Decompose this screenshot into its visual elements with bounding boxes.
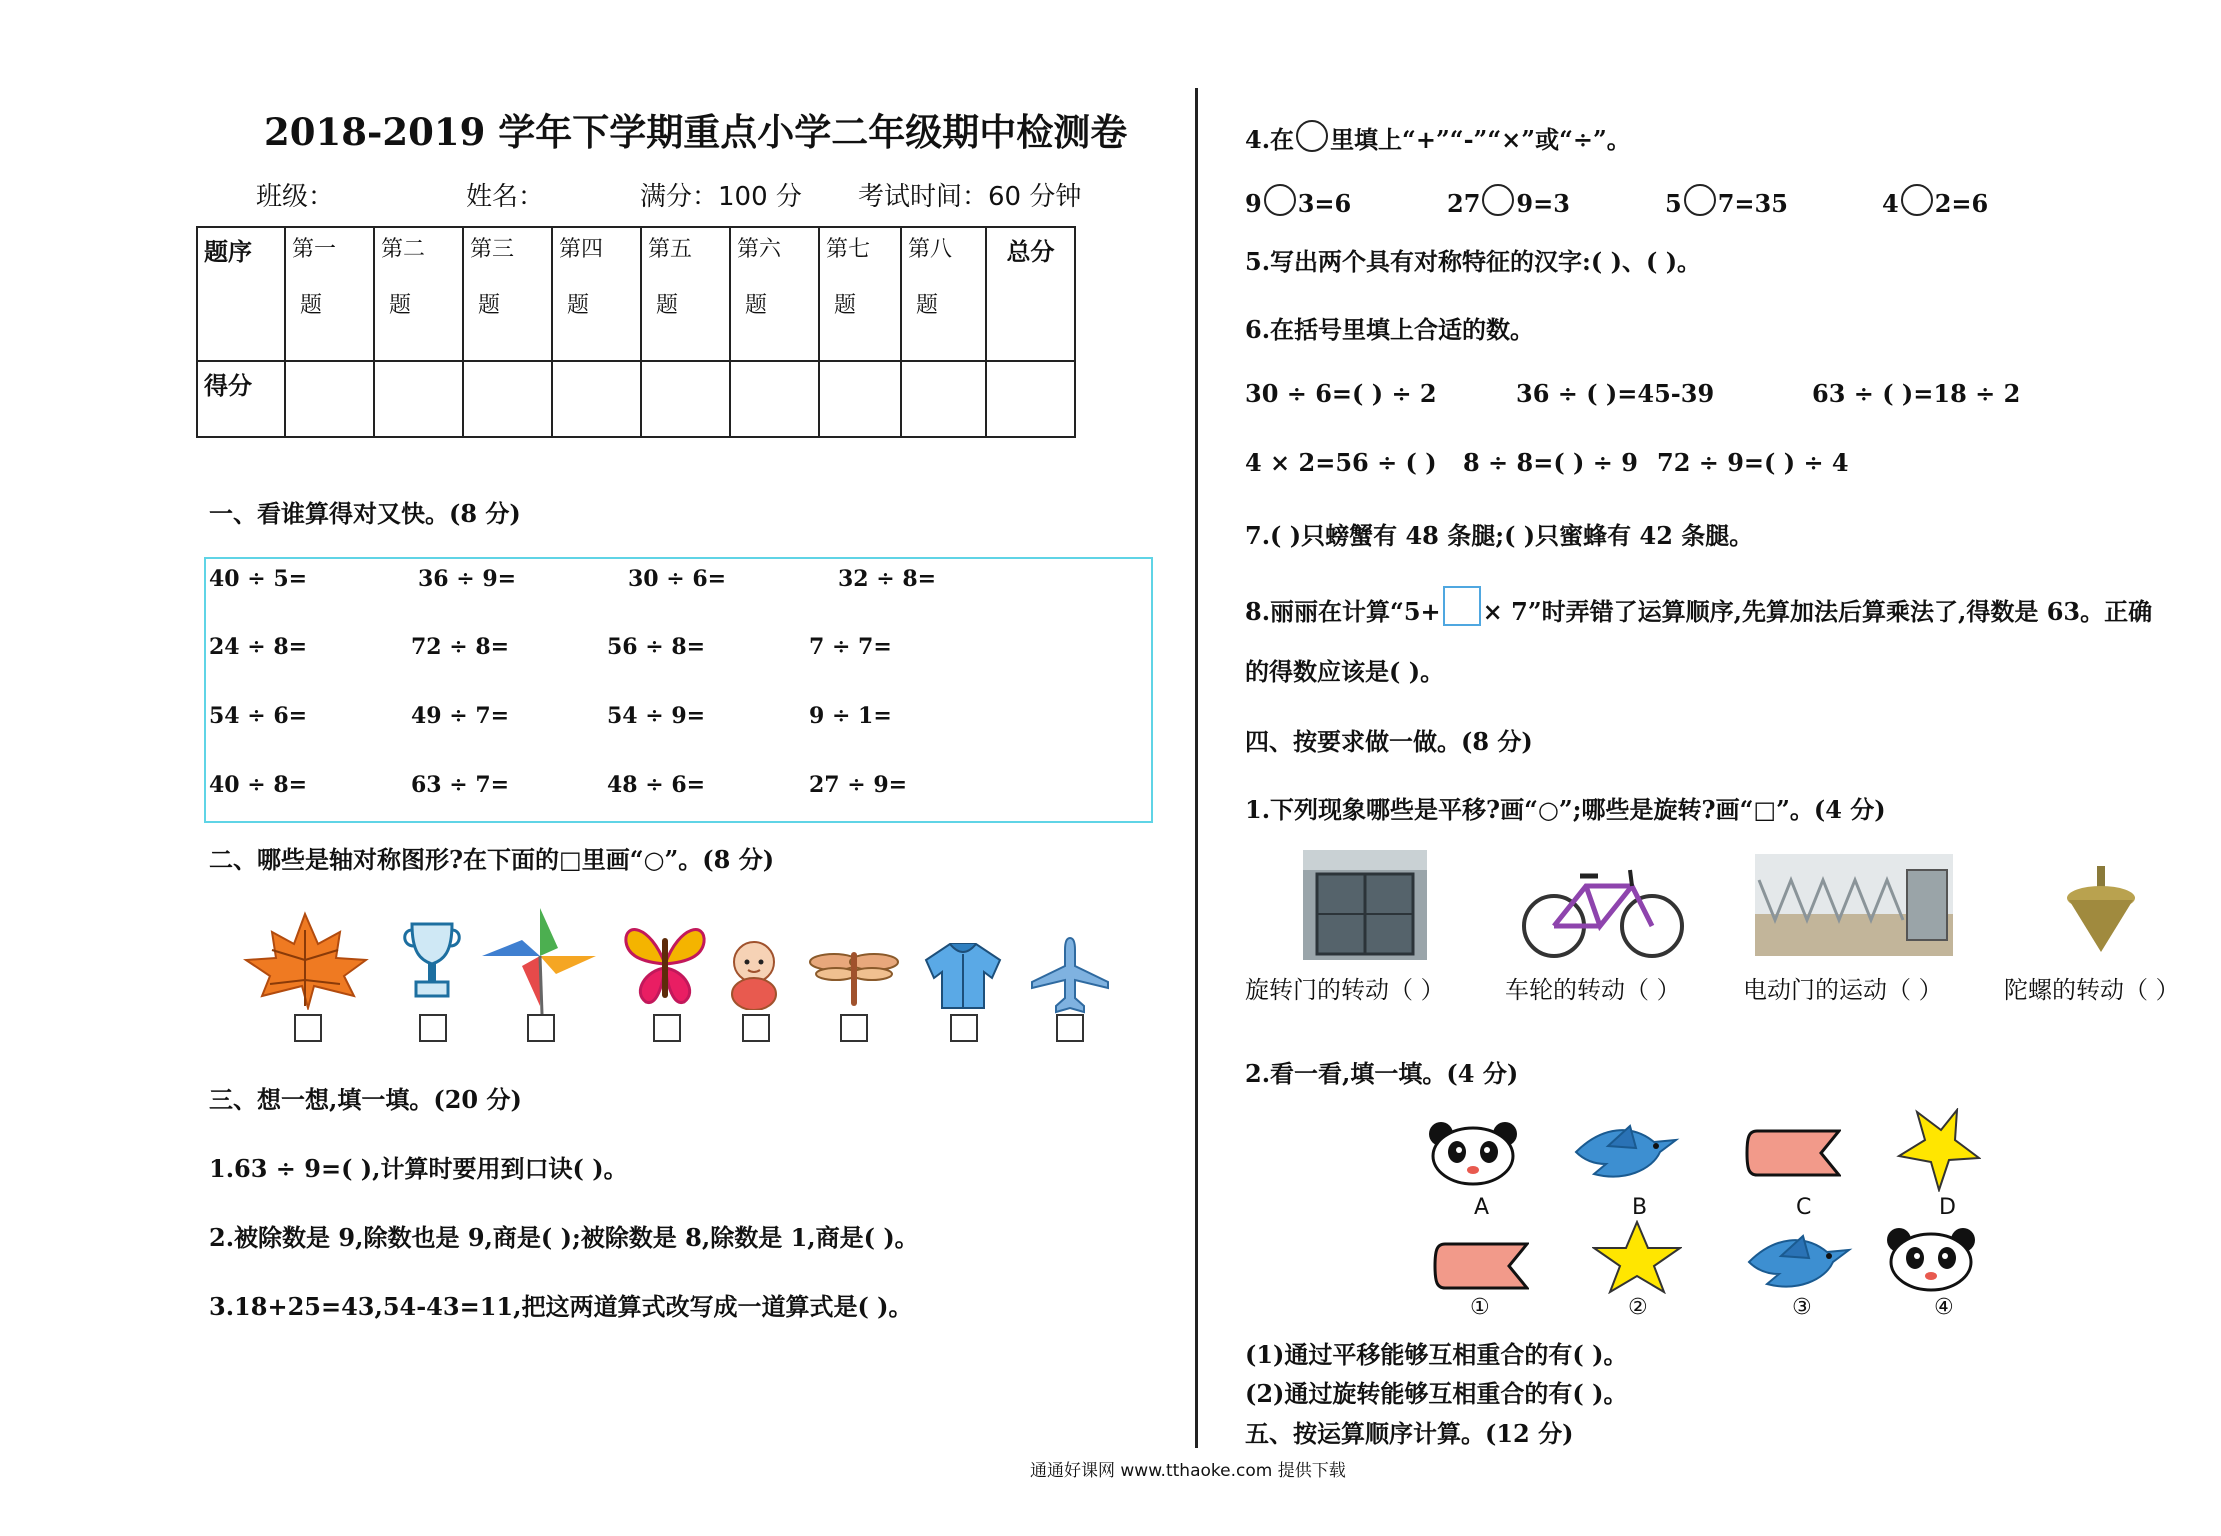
arith-item: 72 ÷ 8=: [411, 634, 510, 660]
shape-label-d: D: [1939, 1195, 1956, 1220]
q4-item: 5 7=35: [1665, 184, 1788, 218]
shape-label-b: B: [1632, 1195, 1648, 1220]
section3-q3: 3.18+25=43,54-43=11,把这两道算式改写成一道算式是( )。: [209, 1292, 913, 1321]
arith-item: 24 ÷ 8=: [209, 634, 308, 660]
q4-item: 4 2=6: [1882, 184, 1988, 218]
table-col-3: 第三 题: [463, 227, 552, 361]
q8-line2: 的得数应该是( )。: [1245, 657, 1445, 686]
score-cell[interactable]: [730, 361, 819, 437]
answer-checkbox[interactable]: [527, 1014, 555, 1042]
table-row-score-label: 得分: [197, 361, 285, 437]
table-col-5: 第五 题: [641, 227, 730, 361]
section3-q2: 2.被除数是 9,除数也是 9,商是( );被除数是 8,除数是 1,商是( )。: [209, 1223, 919, 1252]
coat-icon: [920, 938, 1006, 1012]
q6-item: 72 ÷ 9=( ) ÷ 4: [1657, 448, 1849, 477]
shape-c-icon: [1433, 1240, 1529, 1292]
table-header-order: 题序: [197, 227, 285, 361]
table-col-6: 第六 题: [730, 227, 819, 361]
exam-time-label: 考试时间：60 分钟: [858, 182, 1082, 212]
panda-icon: [1427, 1120, 1519, 1186]
score-cell[interactable]: [641, 361, 730, 437]
section2-title: 二、哪些是轴对称图形?在下面的□里画“○”。(8 分): [209, 845, 775, 874]
answer-checkbox[interactable]: [950, 1014, 978, 1042]
airplane-icon: [1030, 936, 1110, 1016]
q4-item: 27 9=3: [1447, 184, 1570, 218]
arith-item: 7 ÷ 7=: [809, 634, 892, 660]
q6: 6.在括号里填上合适的数。: [1245, 315, 1535, 344]
circle-blank-icon: [1296, 120, 1328, 152]
arith-item: 32 ÷ 8=: [838, 566, 937, 592]
electric-gate-caption: 电动门的运动（ ）: [1743, 976, 1943, 1004]
score-cell[interactable]: [986, 361, 1075, 437]
arith-item: 48 ÷ 6=: [607, 772, 706, 798]
panda-icon: [1885, 1226, 1977, 1292]
arith-item: 40 ÷ 5=: [209, 566, 308, 592]
score-cell[interactable]: [552, 361, 641, 437]
q6-item: 63 ÷ ( )=18 ÷ 2: [1812, 379, 2021, 408]
name-label: 姓名：: [466, 182, 545, 212]
section4-q1: 1.下列现象哪些是平移?画“○”;哪些是旋转?画“□”。(4 分): [1245, 795, 1886, 824]
q6-item: 36 ÷ ( )=45-39: [1516, 379, 1715, 408]
section4-title: 四、按要求做一做。(8 分): [1245, 727, 1533, 756]
column-divider: [1195, 88, 1198, 1448]
electric-gate-image: [1755, 854, 1953, 956]
q8-blank[interactable]: [1443, 586, 1481, 626]
arith-item: 54 ÷ 6=: [209, 703, 308, 729]
page-title: 2018-2019 学年下学期重点小学二年级期中检测卷: [264, 110, 1128, 154]
arith-item: 56 ÷ 8=: [607, 634, 706, 660]
shape-label-4: ④: [1934, 1295, 1954, 1320]
top-caption: 陀螺的转动（ ）: [2004, 976, 2180, 1004]
answer-checkbox[interactable]: [653, 1014, 681, 1042]
table-col-8: 第八 题: [901, 227, 986, 361]
shape-label-c: C: [1796, 1195, 1812, 1220]
shape-label-3: ③: [1792, 1295, 1812, 1320]
dragonfly-icon: [808, 946, 900, 1008]
star-icon: [1592, 1220, 1682, 1294]
footer-credit: 通通好课网 www.tthaoke.com 提供下载: [1030, 1461, 1346, 1481]
baby-icon: [724, 938, 784, 1010]
arith-item: 9 ÷ 1=: [809, 703, 892, 729]
arith-item: 40 ÷ 8=: [209, 772, 308, 798]
class-label: 班级：: [256, 182, 335, 212]
table-col-7: 第七 题: [819, 227, 901, 361]
operator-blank[interactable]: [1684, 184, 1716, 216]
q8-line1: 8.丽丽在计算“5+ × 7”时弄错了运算顺序,先算加法后算乘法了,得数是 63。正确: [1245, 586, 2152, 627]
maple-leaf-icon: [240, 910, 370, 1010]
trophy-icon: [402, 918, 462, 1008]
arith-item: 54 ÷ 9=: [607, 703, 706, 729]
fill-question-1: (1)通过平移能够互相重合的有( )。: [1245, 1340, 1628, 1369]
score-cell[interactable]: [463, 361, 552, 437]
table-col-4: 第四 题: [552, 227, 641, 361]
q5: 5.写出两个具有对称特征的汉字:( )、( )。: [1245, 247, 1702, 276]
answer-checkbox[interactable]: [1056, 1014, 1084, 1042]
answer-checkbox[interactable]: [840, 1014, 868, 1042]
section3-title: 三、想一想,填一填。(20 分): [209, 1085, 522, 1114]
wheel-caption: 车轮的转动（ ）: [1505, 976, 1681, 1004]
q4-item: 9 3=6: [1245, 184, 1351, 218]
spinning-top-image: [2063, 864, 2139, 960]
bird-icon: [1745, 1234, 1853, 1296]
table-col-2: 第二 题: [374, 227, 463, 361]
q6-item: 4 × 2=56 ÷ ( ): [1245, 448, 1437, 477]
shape-c-icon: [1745, 1127, 1841, 1179]
score-table: [196, 226, 1076, 438]
section4-q2: 2.看一看,填一填。(4 分): [1245, 1059, 1519, 1088]
shape-label-a: A: [1474, 1195, 1490, 1220]
table-col-1: 第一 题: [285, 227, 374, 361]
fill-question-2: (2)通过旋转能够互相重合的有( )。: [1245, 1379, 1628, 1408]
pinwheel-icon: [478, 906, 600, 1016]
shape-label-1: ①: [1470, 1295, 1490, 1320]
answer-checkbox[interactable]: [419, 1014, 447, 1042]
answer-checkbox[interactable]: [742, 1014, 770, 1042]
revolving-door-image: [1303, 850, 1427, 960]
full-score-label: 满分：100 分: [640, 182, 802, 212]
q6-item: 8 ÷ 8=( ) ÷ 9: [1463, 448, 1638, 477]
shape-label-2: ②: [1628, 1295, 1648, 1320]
score-cell[interactable]: [819, 361, 901, 437]
bicycle-image: [1520, 856, 1686, 960]
butterfly-icon: [620, 918, 710, 1010]
section3-q1: 1.63 ÷ 9=( ),计算时要用到口诀( )。: [209, 1154, 628, 1183]
arith-item: 49 ÷ 7=: [411, 703, 510, 729]
bird-icon: [1572, 1124, 1680, 1186]
q4-instruction: 4.在 里填上“+”“-”“×”或“÷”。: [1245, 120, 1631, 155]
score-cell[interactable]: [285, 361, 374, 437]
arith-item: 36 ÷ 9=: [418, 566, 517, 592]
arith-item: 27 ÷ 9=: [809, 772, 908, 798]
arith-item: 30 ÷ 6=: [628, 566, 727, 592]
arith-item: 63 ÷ 7=: [411, 772, 510, 798]
revolving-door-caption: 旋转门的转动（ ）: [1245, 976, 1445, 1004]
table-header-total: 总分: [986, 227, 1075, 361]
score-cell[interactable]: [374, 361, 463, 437]
q7: 7.( )只螃蟹有 48 条腿;( )只蜜蜂有 42 条腿。: [1245, 521, 1754, 550]
operator-blank[interactable]: [1482, 184, 1514, 216]
section5-title: 五、按运算顺序计算。(12 分): [1245, 1419, 1574, 1448]
star-icon: [1895, 1108, 1981, 1192]
score-cell[interactable]: [901, 361, 986, 437]
operator-blank[interactable]: [1264, 184, 1296, 216]
q6-item: 30 ÷ 6=( ) ÷ 2: [1245, 379, 1437, 408]
answer-checkbox[interactable]: [294, 1014, 322, 1042]
section1-title: 一、看谁算得对又快。(8 分): [209, 499, 521, 528]
operator-blank[interactable]: [1901, 184, 1933, 216]
